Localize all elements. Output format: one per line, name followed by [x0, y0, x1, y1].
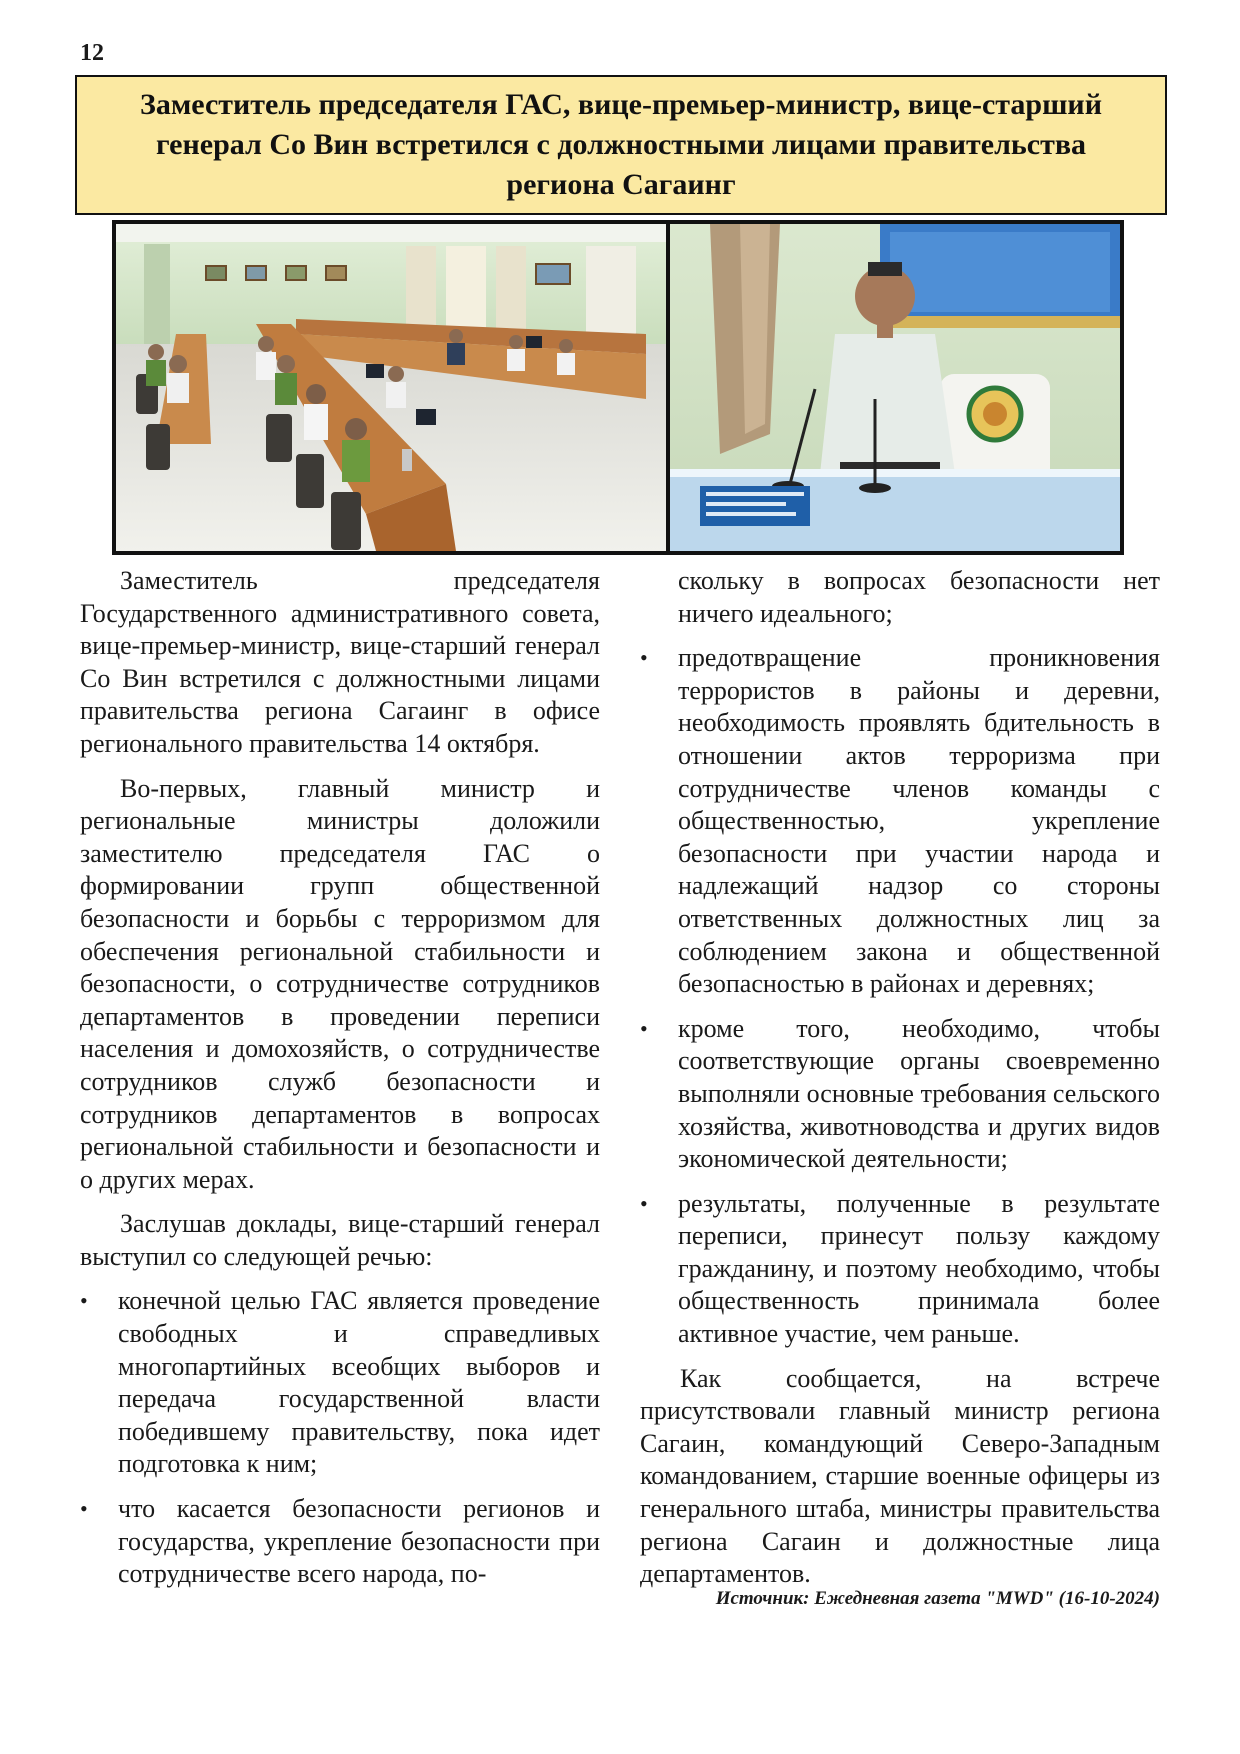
right-column	[640, 565, 1160, 1603]
list-item	[80, 1493, 600, 1591]
list-item-text: что касается безопасности регионов и государства, укрепление безопасности при сотрудничестве всего народа, по-	[118, 1494, 600, 1589]
meeting-hall-photo	[116, 224, 666, 551]
speech-points-list	[80, 1285, 600, 1590]
bullet-icon: •	[640, 645, 648, 671]
speaker-at-podium-photo	[670, 224, 1120, 551]
paragraph-reports: Во-первых, главный министр и региональные министры доложили заместителю председателя ГАС о формировании групп общественной безопасности и борьбы с терроризмом для обеспечения региональной стабильности и безопасности, о сотрудничестве сотрудников департаментов в проведении переписи населения и домохозяйств, о сотрудничестве сотрудников служб безопасности и сотрудников департаментов в вопросах региональной стабильности и безопасности и о других мерах.	[80, 773, 600, 1194]
left-column	[80, 565, 600, 1603]
photo-strip	[112, 220, 1124, 555]
list-item-text: результаты, полученные в результате переписи, принесут пользу каждому гражданину, и поэтому необходимо, чтобы общественность принимала более активное участие, чем раньше.	[678, 1188, 1160, 1349]
list-item-text: конечной целью ГАС является проведение свободных и справедливых многопартийных всеобщих выборов и передача государственной власти победившему правительству, пока идет подготовка к ним;	[118, 1286, 600, 1479]
bullet-icon: •	[640, 1015, 648, 1041]
headline-box	[75, 75, 1167, 215]
list-item	[640, 1013, 1160, 1176]
bullet-icon: •	[640, 1190, 648, 1216]
list-item	[640, 1188, 1160, 1351]
list-item	[80, 1285, 600, 1481]
list-item-continuation: скольку в вопросах безопасности нет ничего идеального;	[678, 566, 1160, 628]
list-item	[640, 642, 1160, 1001]
bullet-icon: •	[80, 1496, 88, 1522]
source-citation: Источник: Ежедневная газета "MWD" (16-10-2024)	[715, 1588, 1160, 1609]
paragraph-attendees: Как сообщается, на встрече присутствовали главный министр региона Сагаин, командующий Северо-Западным командованием, старшие военные офицеры из генерального штаба, министры правительства региона Сагаин и должностные лица департаментов.	[640, 1363, 1160, 1589]
headline: Заместитель председателя ГАС, вице-премьер-министр, вице-старший генерал Со Вин встретился с должностными лицами правительства региона Сагаинг	[140, 88, 1102, 201]
list-item-text: кроме того, необходимо, чтобы соответствующие органы своевременно выполняли основные требования сельского хозяйства, животноводства и других видов экономической деятельности;	[678, 1013, 1160, 1174]
paragraph-speech-intro: Заслушав доклады, вице-старший генерал выступил со следующей речью:	[80, 1209, 600, 1271]
bullet-icon: •	[80, 1288, 88, 1314]
page-number: 12	[80, 40, 104, 66]
speech-points-list-continued	[640, 642, 1160, 1350]
list-item-text: предотвращение проникновения террористов в районы и деревни, необходимость проявлять бдительность в отношении актов терроризма при сотрудничестве членов команды с общественностью, укрепление безопасности при участии народа и надлежащий надзор со стороны ответственных должностных лиц за соблюдением закона и общественной безопасностью в районах и деревнях;	[678, 643, 1160, 999]
paragraph-intro: Заместитель председателя Государственного административного совета, вице-премьер-министр, вице-старший генерал Со Вин встретился с должностными лицами правительства региона Сагаинг в офисе регионального правительства 14 октября.	[80, 566, 600, 758]
